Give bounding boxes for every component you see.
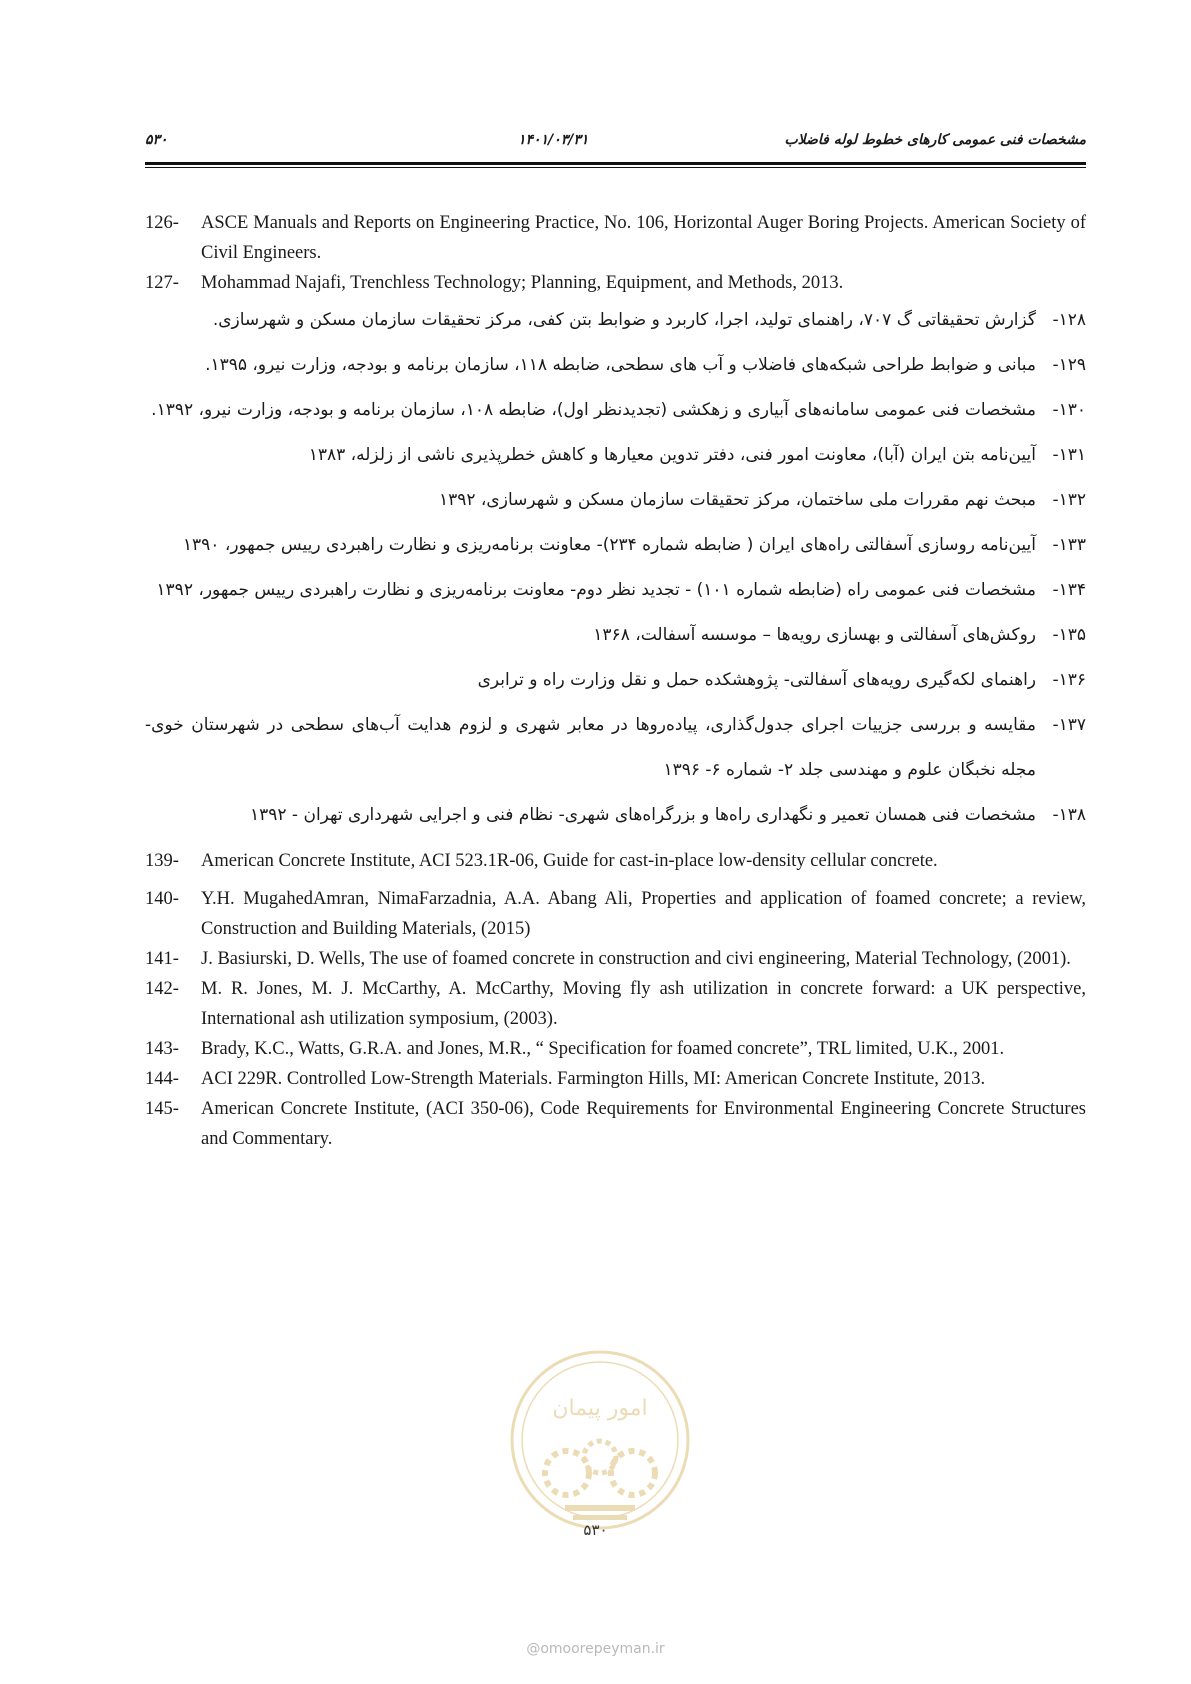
reference-text: روکش‌های آسفالتی و بهسازی رویه‌ها – موسسه آسفالت، ۱۳۶۸ (593, 625, 1036, 645)
reference-item (145, 388, 1086, 433)
reference-text: مشخصات فنی عمومی راه (ضابطه شماره ۱۰۱) - تجدید نظر دوم- معاونت برنامه‌ریزی و نظارت راهبردی رییس جمهور، ۱۳۹۲ (156, 580, 1036, 600)
reference-number: ۱۲۹- (1052, 355, 1086, 375)
spacer (145, 876, 1086, 884)
reference-item (145, 523, 1086, 568)
reference-number: ۱۳۳- (1052, 535, 1086, 555)
reference-number: ۱۲۸- (1052, 310, 1086, 330)
header-page-number: ۵۳۰ (145, 132, 168, 148)
reference-number: ۱۳۲- (1052, 490, 1086, 510)
header-title: مشخصات فنی عمومی کارهای خطوط لوله فاضلاب (784, 132, 1086, 148)
reference-item (145, 568, 1086, 613)
watermark-text: امور پیمان (552, 1396, 648, 1421)
reference-item (145, 1034, 1086, 1064)
reference-text: American Concrete Institute, ACI 523.1R-06, Guide for cast-in-place low-density cellular concrete. (201, 851, 938, 871)
header-date: ۱۴۰۱/۰۳/۳۱ (518, 132, 589, 148)
reference-text: ASCE Manuals and Reports on Engineering Practice, No. 106, Horizontal Auger Boring Projects. American Society of Civil Engineers. (201, 213, 1086, 263)
reference-number: 144- (145, 1069, 179, 1089)
reference-text: مشخصات فنی عمومی سامانه‌های آبیاری و زهکشی (تجدیدنظر اول)، ضابطه ۱۰۸، سازمان برنامه و بودجه، وزارت نیرو، ۱۳۹۲. (151, 400, 1036, 420)
reference-number: 140- (145, 889, 179, 909)
reference-text: گزارش تحقیقاتی گ ۷۰۷، راهنمای تولید، اجرا، کاربرد و ضوابط بتن کفی، مرکز تحقیقات سازمان مسکن و شهرسازی. (212, 310, 1036, 330)
reference-number: 141- (145, 949, 179, 969)
reference-list (145, 208, 1086, 1154)
reference-text: مبانی و ضوابط طراحی شبکه‌های فاضلاب و آب های سطحی، ضابطه ۱۱۸، سازمان برنامه و بودجه، وزارت نیرو، ۱۳۹۵. (205, 355, 1036, 375)
reference-number: ۱۳۶- (1052, 670, 1086, 690)
reference-number: 127- (145, 273, 179, 293)
reference-text: American Concrete Institute, (ACI 350-06), Code Requirements for Environmental Engineering Concrete Structures and Commentary. (201, 1099, 1086, 1149)
reference-number: 143- (145, 1039, 179, 1059)
reference-number: ۱۳۷- (1052, 715, 1086, 735)
reference-item (145, 974, 1086, 1034)
reference-item (145, 846, 1086, 876)
reference-number: ۱۳۸- (1052, 805, 1086, 825)
running-header (145, 126, 1086, 156)
reference-item (145, 793, 1086, 838)
reference-item (145, 1094, 1086, 1154)
reference-item (145, 478, 1086, 523)
reference-item (145, 884, 1086, 944)
reference-text: آیین‌نامه روسازی آسفالتی راه‌های ایران ( ضابطه شماره ۲۳۴)- معاونت برنامه‌ریزی و نظارت راهبردی رییس جمهور، ۱۳۹۰ (182, 535, 1036, 555)
reference-number: ۱۳۵- (1052, 625, 1086, 645)
reference-text: J. Basiurski, D. Wells, The use of foamed concrete in construction and civi engineering, Material Technology, (2001). (201, 949, 1071, 969)
reference-item (145, 343, 1086, 388)
reference-number: 142- (145, 979, 179, 999)
reference-number: 145- (145, 1099, 179, 1119)
footer-page-number: ۵۳۰ (583, 1521, 608, 1539)
reference-item (145, 613, 1086, 658)
reference-text: مشخصات فنی همسان تعمیر و نگهداری راه‌ها و بزرگراه‌های شهری- نظام فنی و اجرایی شهرداری تهران - ۱۳۹۲ (250, 805, 1036, 825)
reference-number: ۱۳۱- (1052, 445, 1086, 465)
reference-number: 126- (145, 213, 179, 233)
reference-text: Y.H. MugahedAmran, NimaFarzadnia, A.A. Abang Ali, Properties and application of foamed concrete; a review, Construction and Building Materials, (2015) (201, 889, 1086, 939)
reference-item (145, 944, 1086, 974)
watermark-stamp-icon (505, 1345, 695, 1540)
reference-text: M. R. Jones, M. J. McCarthy, A. McCarthy, Moving fly ash utilization in concrete forward: a UK perspective, International ash utilization symposium, (2003). (201, 979, 1086, 1029)
reference-number: 139- (145, 851, 179, 871)
spacer (145, 838, 1086, 846)
reference-text: راهنمای لکه‌گیری رویه‌های آسفالتی- پژوهشکده حمل و نقل وزارت راه و ترابری (477, 670, 1036, 690)
reference-item (145, 658, 1086, 703)
reference-text: مقایسه و بررسی جزییات اجرای جدول‌گذاری، پیاده‌روها در معابر شهری و لزوم هدایت آب‌های سطحی در شهرستان خوی- مجله نخبگان علوم و مهندسی جلد ۲- شماره ۶- ۱۳۹۶ (145, 715, 1036, 780)
header-rule-thin (145, 167, 1086, 168)
reference-text: Brady, K.C., Watts, G.R.A. and Jones, M.R., “ Specification for foamed concrete”, TRL limited, U.K., 2001. (201, 1039, 1005, 1059)
reference-item (145, 208, 1086, 268)
reference-item (145, 1064, 1086, 1094)
footer-website: @omoorepeyman.ir (526, 1641, 665, 1657)
reference-item (145, 298, 1086, 343)
reference-number: ۱۳۰- (1052, 400, 1086, 420)
reference-number: ۱۳۴- (1052, 580, 1086, 600)
reference-item (145, 703, 1086, 793)
reference-item (145, 268, 1086, 298)
reference-item (145, 433, 1086, 478)
header-rule-thick (145, 162, 1086, 165)
reference-text: Mohammad Najafi, Trenchless Technology; Planning, Equipment, and Methods, 2013. (201, 273, 844, 293)
reference-text: ACI 229R. Controlled Low-Strength Materials. Farmington Hills, MI: American Concrete Institute, 2013. (201, 1069, 986, 1089)
reference-text: آیین‌نامه بتن ایران (آبا)، معاونت امور فنی، دفتر تدوین معیارها و کاهش خطرپذیری ناشی از زلزله، ۱۳۸۳ (308, 445, 1036, 465)
reference-text: مبحث نهم مقررات ملی ساختمان، مرکز تحقیقات سازمان مسکن و شهرسازی، ۱۳۹۲ (439, 490, 1036, 510)
